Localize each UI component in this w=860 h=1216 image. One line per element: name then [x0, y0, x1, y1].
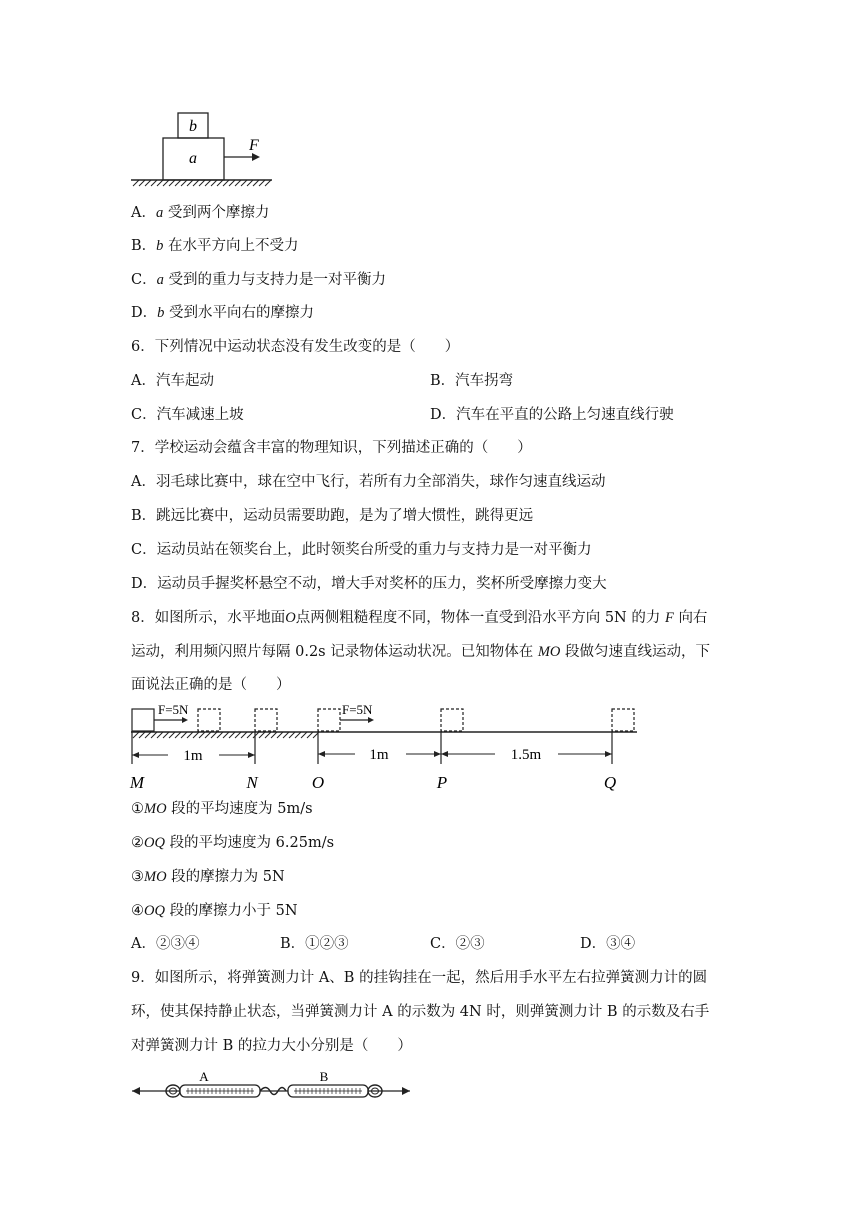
ground-hatch [187, 180, 193, 186]
ground-hatch [229, 732, 235, 738]
dist2-label: 1m [369, 747, 389, 763]
q8-statement-3: ③MO 段的摩擦力为 5N [131, 869, 285, 885]
point-q-label: Q [603, 773, 617, 792]
q8-stem-line2: 运动，利用频闪照片每隔 0.2s 记录物体运动状况。已知物体在 MO 段做匀速直线运动，下 [131, 644, 710, 660]
ground-hatch [139, 732, 145, 738]
q9-stem-line2: 环，使其保持静止状态，当弹簧测力计 A 的示数为 4N 时，则弹簧测力计 B 的示数及右手 [131, 1004, 710, 1020]
q9-stem-line3: 对弹簧测力计 B 的拉力大小分别是（ ） [131, 1038, 412, 1054]
ground-hatch [247, 180, 253, 186]
scale-b-label: B [319, 1069, 329, 1084]
ground-hatch [217, 732, 223, 738]
block-a-label: a [189, 150, 197, 167]
ground-hatch [175, 180, 181, 186]
q6-option-a: A．汽车起动 [131, 373, 214, 389]
ground-hatch [199, 732, 205, 738]
ground-hatch [211, 180, 217, 186]
track-figure [125, 698, 645, 798]
ground-hatch [205, 732, 211, 738]
q6-stem: 6．下列情况中运动状态没有发生改变的是（ ） [131, 339, 460, 355]
q8-statement-1: ①MO 段的平均速度为 5m/s [131, 801, 313, 817]
point-p-label: P [436, 773, 448, 792]
spring-scales-figure [128, 1066, 418, 1104]
dist1-label: 1m [183, 748, 203, 764]
ground-hatch [301, 732, 307, 738]
force2-label: F=5N [342, 702, 373, 717]
ground-hatch [187, 732, 193, 738]
ground-hatch [253, 732, 259, 738]
ground-hatch [205, 180, 211, 186]
ground-hatch [175, 732, 181, 738]
q5-option-d: D．b 受到水平向右的摩擦力 [131, 305, 314, 321]
ground-hatch [241, 180, 247, 186]
ground-hatch [265, 180, 271, 186]
ground-hatch [235, 732, 241, 738]
ground-hatch [271, 732, 277, 738]
q8-stem-line3: 面说法正确的是（ ） [131, 677, 291, 693]
q9-stem-line1: 9．如图所示，将弹簧测力计 A、B 的挂钩挂在一起，然后用手水平左右拉弹簧测力计的圆 [131, 970, 708, 986]
ground-hatch [145, 732, 151, 738]
q8-stem-line1: 8．如图所示，水平地面O点两侧粗糙程度不同，物体一直受到沿水平方向 5N 的力 F 向右 [131, 610, 708, 626]
q8-statement-4: ④OQ 段的摩擦力小于 5N [131, 903, 298, 919]
q8-option-d: D．③④ [580, 936, 636, 952]
q6-option-c: C．汽车减速上坡 [131, 407, 244, 423]
ground-hatch [163, 180, 169, 186]
ground-hatch [181, 732, 187, 738]
dist3-label: 1.5m [510, 747, 542, 763]
ground-hatch [139, 180, 145, 186]
ground-hatch [247, 732, 253, 738]
q7-option-b: B．跳远比赛中，运动员需要助跑，是为了增大惯性，跳得更远 [131, 508, 534, 524]
ground-hatch [217, 180, 223, 186]
scale-a-label: A [199, 1069, 209, 1084]
force1-label: F=5N [158, 702, 189, 717]
ground-hatch [289, 732, 295, 738]
ground-hatch [259, 732, 265, 738]
ground-hatch [145, 180, 151, 186]
q7-option-a: A．羽毛球比赛中，球在空中飞行，若所有力全部消失，球作匀速直线运动 [131, 474, 606, 490]
q7-option-d: D．运动员手握奖杯悬空不动，增大手对奖杯的压力，奖杯所受摩擦力变大 [131, 576, 607, 592]
ground-hatch [241, 732, 247, 738]
force-f-label: F [249, 137, 259, 154]
ground-hatch [169, 180, 175, 186]
ground-hatch [133, 732, 139, 738]
ground-hatch [133, 180, 139, 186]
q7-option-c: C．运动员站在领奖台上，此时领奖台所受的重力与支持力是一对平衡力 [131, 542, 592, 558]
ground-hatch [259, 180, 265, 186]
q8-statement-2: ②OQ 段的平均速度为 6.25m/s [131, 835, 335, 851]
ground-hatch [163, 732, 169, 738]
block-b-label: b [189, 118, 197, 135]
ground-hatch [199, 180, 205, 186]
ground-hatch [157, 180, 163, 186]
q8-option-b: B．①②③ [280, 936, 349, 952]
ground-hatch [193, 180, 199, 186]
ground-hatch [157, 732, 163, 738]
ground-hatch [295, 732, 301, 738]
q8-option-c: C．②③ [430, 936, 485, 952]
ground-hatch [193, 732, 199, 738]
ground-hatch [151, 732, 157, 738]
ground-hatch [253, 180, 259, 186]
ground-hatch [277, 732, 283, 738]
point-m-label: M [129, 773, 145, 792]
ground-hatch [235, 180, 241, 186]
point-o-label: O [311, 773, 325, 792]
ground-hatch [229, 180, 235, 186]
ground-hatch [223, 180, 229, 186]
q6-option-d: D．汽车在平直的公路上匀速直线行驶 [430, 407, 674, 423]
ground-hatch [265, 732, 271, 738]
ground-hatch [181, 180, 187, 186]
ground-hatch [283, 732, 289, 738]
q6-option-b: B．汽车拐弯 [430, 373, 514, 389]
ground-hatch [211, 732, 217, 738]
q5-option-c: C．a 受到的重力与支持力是一对平衡力 [131, 272, 386, 288]
ground-hatch [169, 732, 175, 738]
point-n-label: N [246, 773, 258, 792]
q8-option-a: A．②③④ [131, 936, 200, 952]
ground-hatch [307, 732, 313, 738]
q7-stem: 7．学校运动会蕴含丰富的物理知识，下列描述正确的（ ） [131, 440, 532, 456]
ground-hatch [223, 732, 229, 738]
blocks-figure [125, 108, 285, 188]
q5-option-a: A．a 受到两个摩擦力 [131, 205, 270, 221]
ground-hatch [151, 180, 157, 186]
q5-option-b: B．b 在水平方向上不受力 [131, 238, 299, 254]
